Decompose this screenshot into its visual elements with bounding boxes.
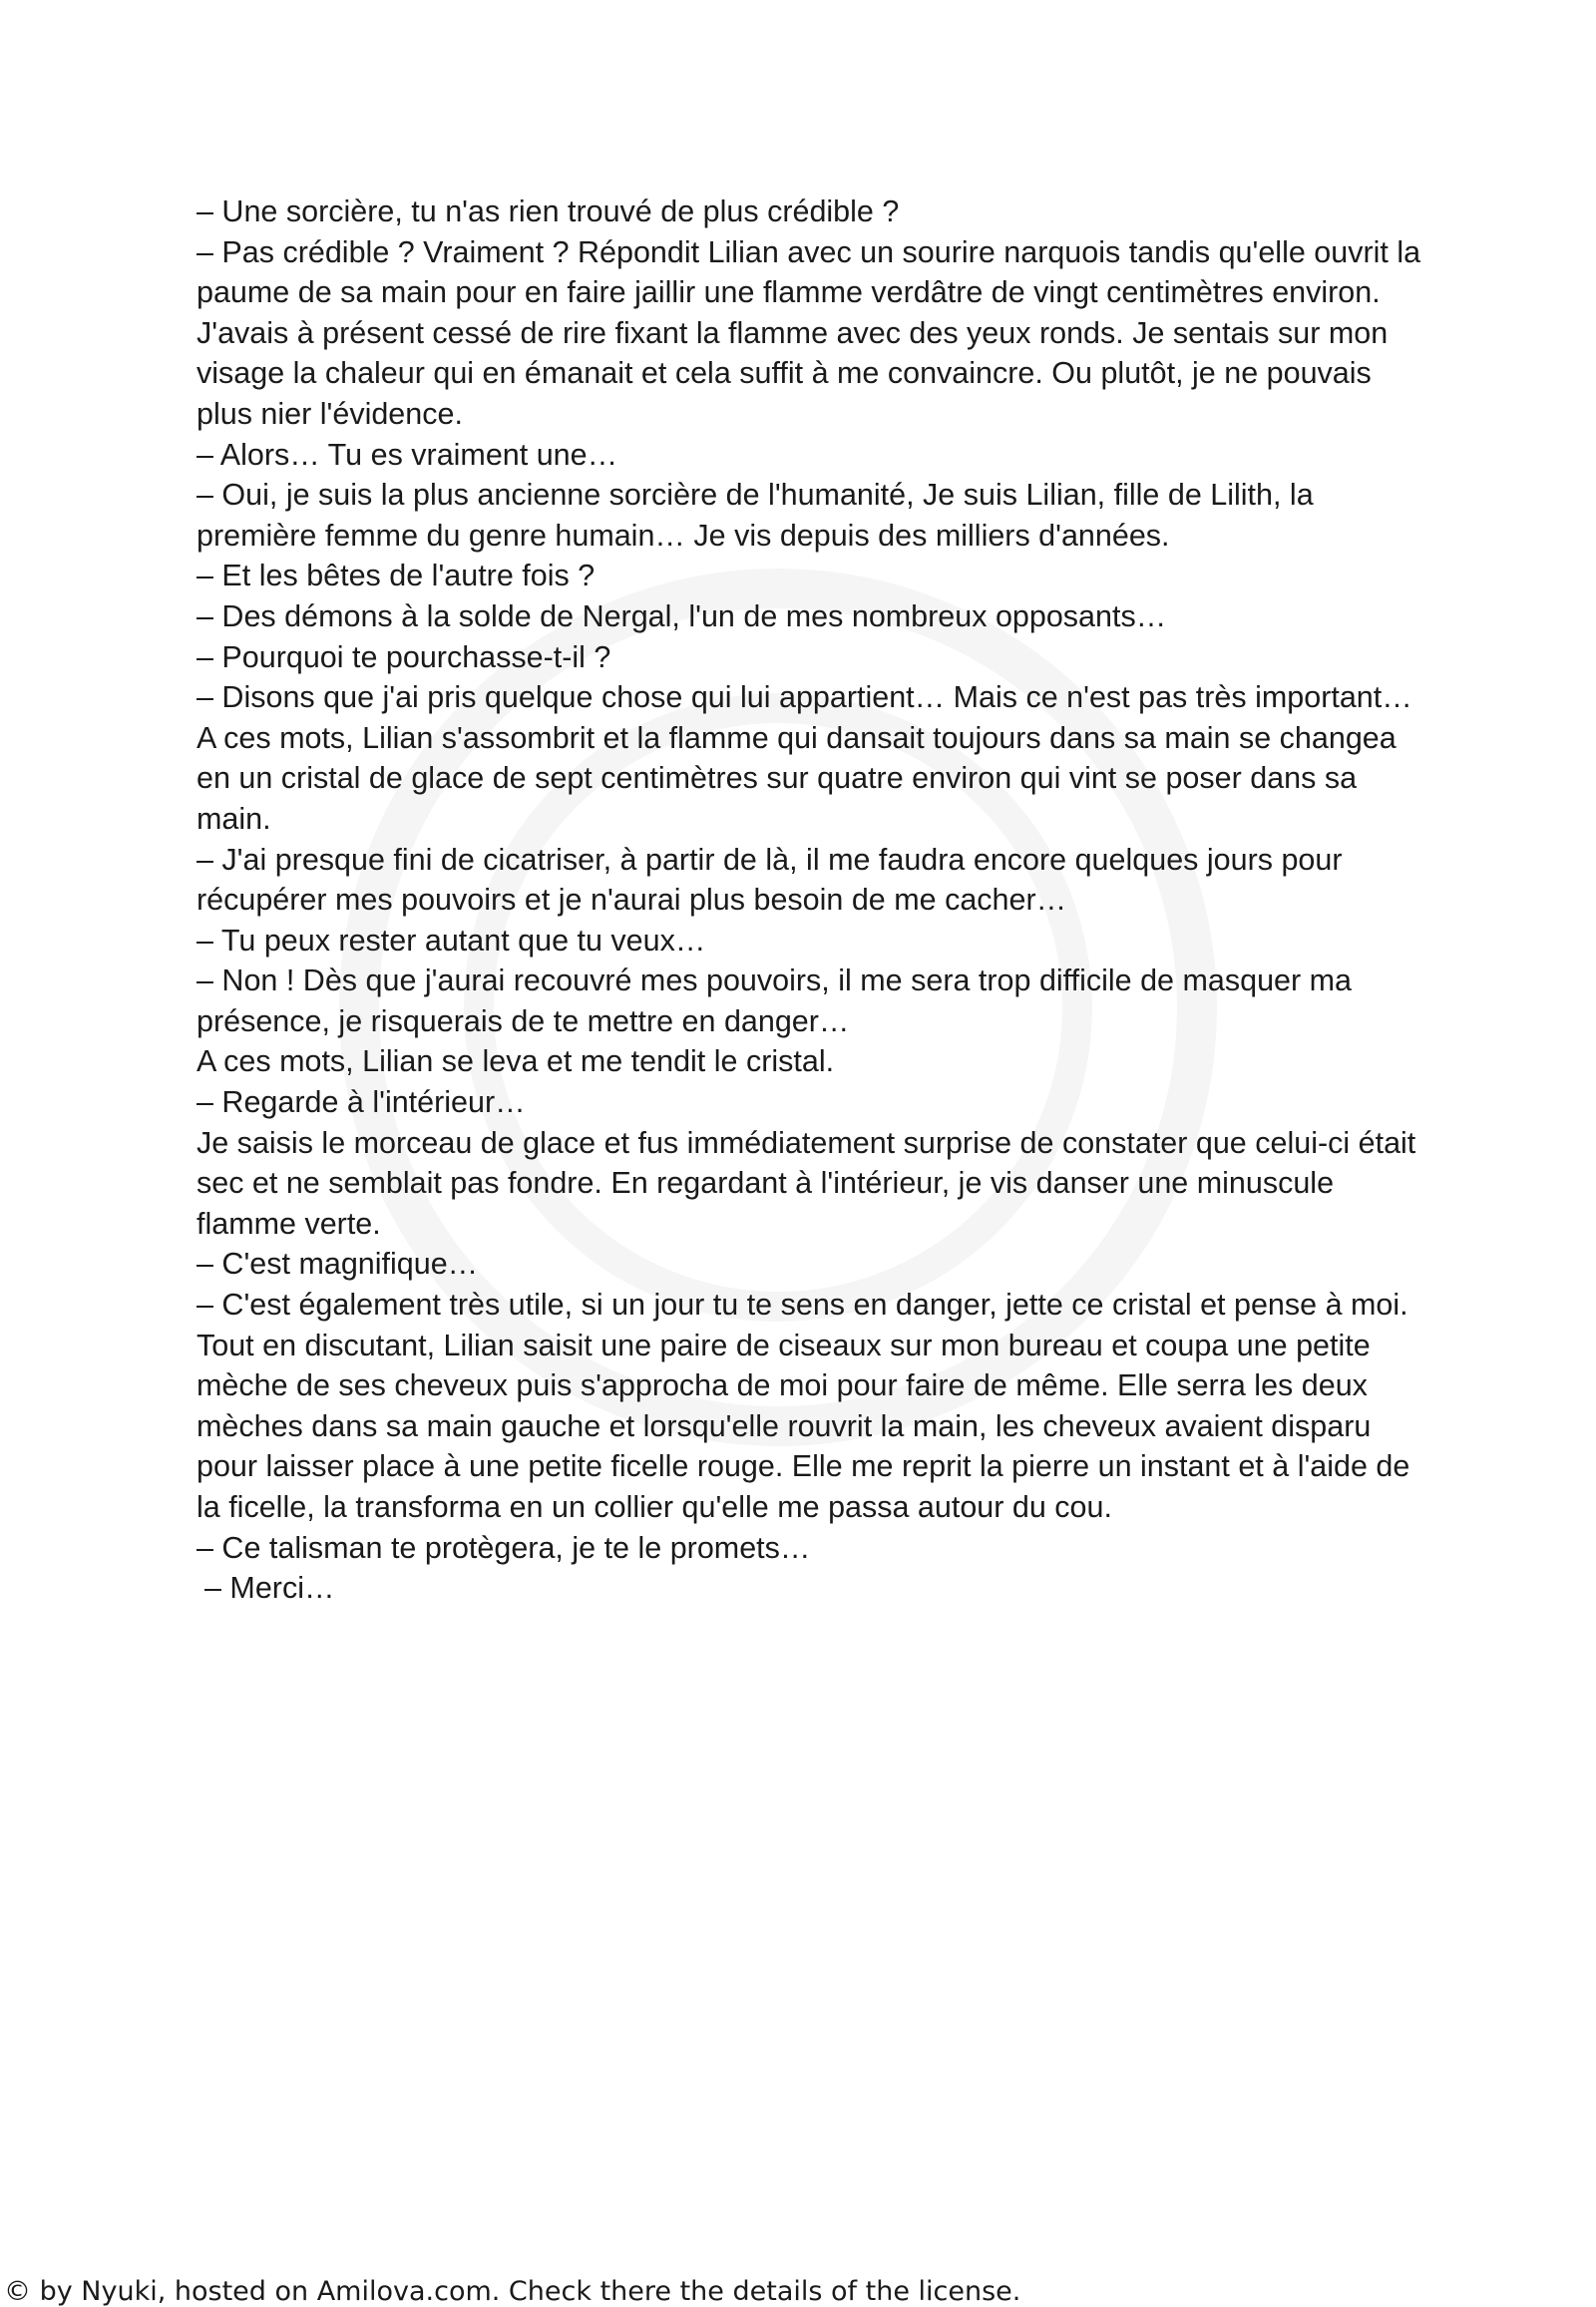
paragraph: – Pourquoi te pourchasse-t-il ? [197,639,611,674]
paragraph: – Non ! Dès que j'aurai recouvré mes pouvoirs, il me sera trop difficile de masquer ma présence, je risquerais de te mettre en danger… [197,963,1353,1038]
paragraph: – C'est magnifique… [197,1247,479,1282]
license-footer: © by Nyuki, hosted on Amilova.com. Check there the details of the license. [4,2276,1021,2307]
paragraph: – Pas crédible ? Vraiment ? Répondit Lilian avec un sourire narquois tandis qu'elle ouvrit la paume de sa main pour en faire jaillir une flamme verdâtre de vingt centimètres environ. J'avais à présent cessé de rire fixant la flamme avec des yeux ronds. Je sentais sur mon visage la chaleur qui en émanait et cela suffit à me convaincre. Ou plutôt, je ne pouvais plus nier l'évidence. [197,234,1421,431]
paragraph: Tout en discutant, Lilian saisit une paire de ciseaux sur mon bureau et coupa une petite mèche de ses cheveux puis s'approcha de moi pour faire de même. Elle serra les deux mèches dans sa main gauche et lorsqu'elle rouvrit la main, les cheveux avaient disparu pour laisser place à une petite ficelle rouge. Elle me reprit la pierre un instant et à l'aide de la ficelle, la transforma en un collier qu'elle me passa autour du cou. [197,1328,1410,1524]
paragraph: – Et les bêtes de l'autre fois ? [197,559,596,593]
paragraph: Je saisis le morceau de glace et fus immédiatement surprise de constater que celui-ci était sec et ne semblait pas fondre. En regardant à l'intérieur, je vis danser une minuscule flamme verte. [197,1125,1416,1241]
paragraph: A ces mots, Lilian se leva et me tendit le cristal. [197,1044,835,1079]
paragraph: – Merci… [204,1571,335,1606]
paragraph: – Oui, je suis la plus ancienne sorcière de l'humanité, Je suis Lilian, fille de Lilith, la première femme du genre humain… Je vis depuis des milliers d'années. [197,478,1314,553]
paragraph: A ces mots, Lilian s'assombrit et la flamme qui dansait toujours dans sa main se changea en un cristal de glace de sept centimètres sur quatre environ qui vint se poser dans sa main. [197,720,1396,836]
paragraph: – Une sorcière, tu n'as rien trouvé de plus crédible ? [197,194,900,228]
paragraph: – Des démons à la solde de Nergal, l'un de mes nombreux opposants… [197,598,1167,633]
paragraph: – Disons que j'ai pris quelque chose qui lui appartient… Mais ce n'est pas très important… [197,680,1412,715]
paragraph: – J'ai presque fini de cicatriser, à partir de là, il me faudra encore quelques jours pour récupérer mes pouvoirs et je n'aurai plus besoin de me cacher… [197,842,1343,918]
paragraph: – Tu peux rester autant que tu veux… [197,923,706,958]
document-body [197,192,1433,1609]
paragraph: – C'est également très utile, si un jour tu te sens en danger, jette ce cristal et pense à moi. [197,1288,1408,1323]
paragraph: – Alors… Tu es vraiment une… [197,437,618,472]
paragraph: – Ce talisman te protègera, je te le promets… [197,1530,811,1565]
paragraph: – Regarde à l'intérieur… [197,1085,526,1120]
